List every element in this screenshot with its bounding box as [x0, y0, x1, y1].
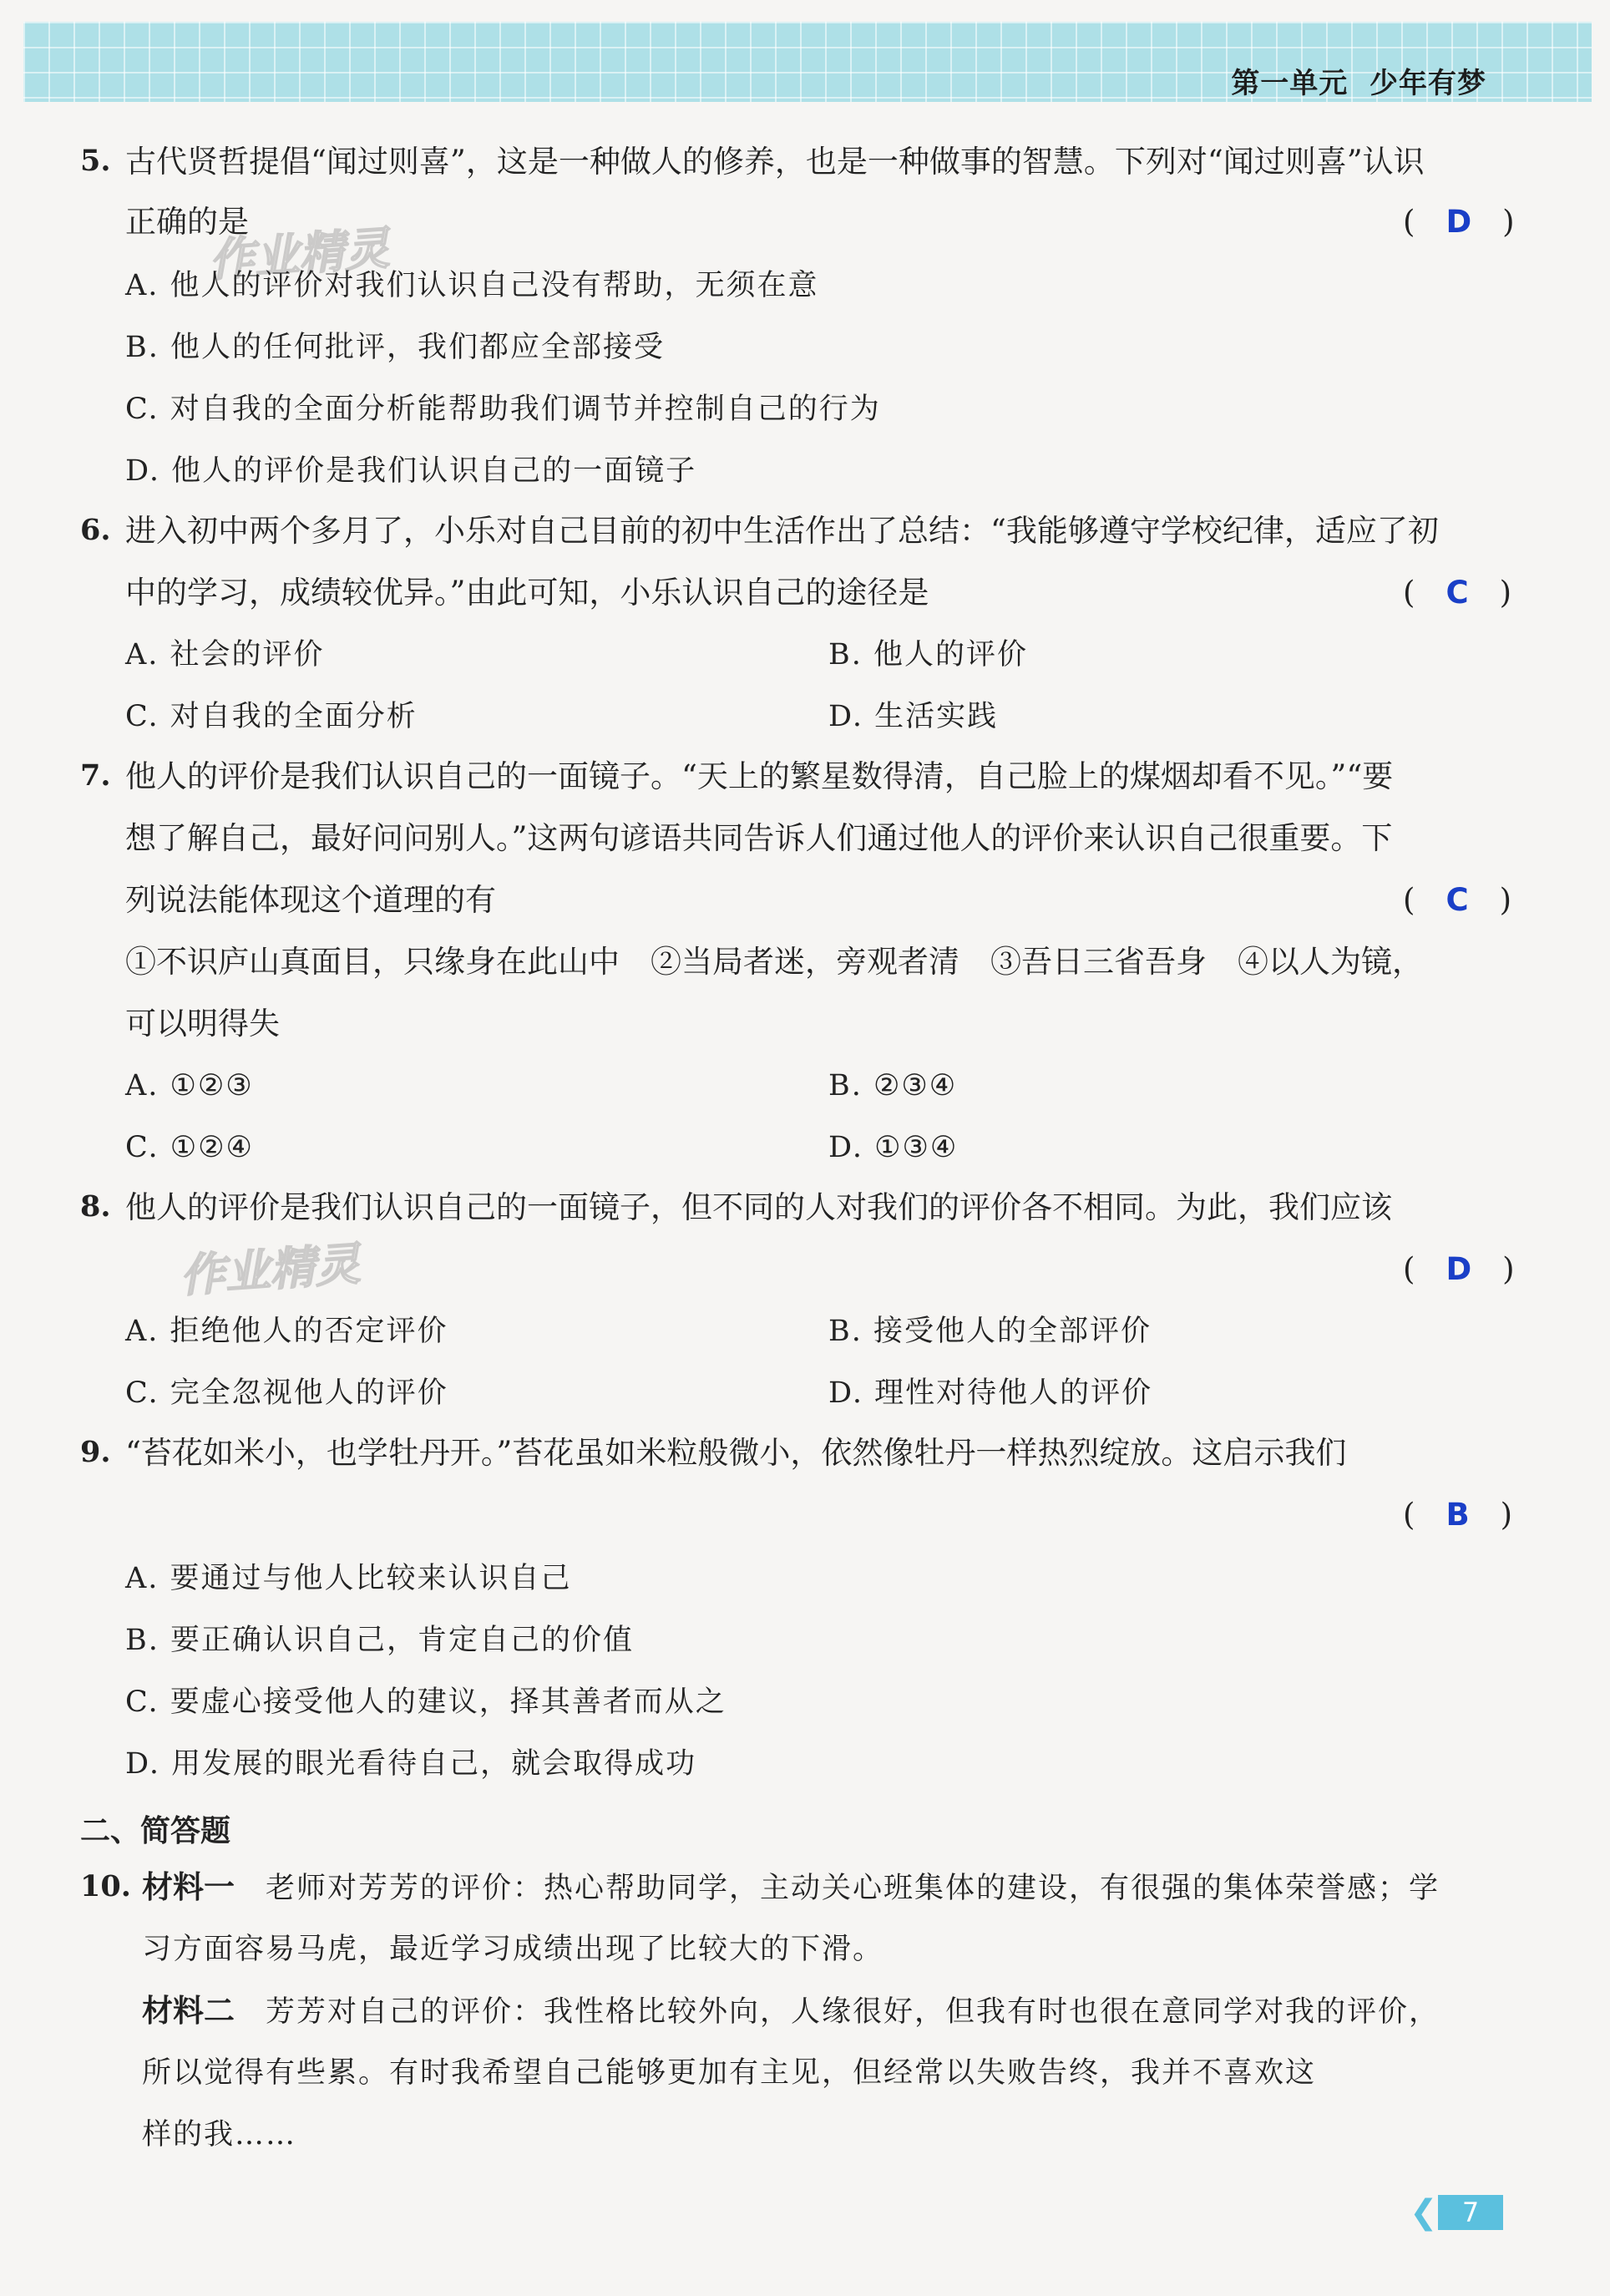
q8-option-d: D. 理性对待他人的评价: [828, 1376, 1153, 1410]
q5-option-b: B. 他人的任何批评，我们都应全部接受: [125, 331, 665, 364]
chevron-left-icon: ❮: [1410, 2193, 1438, 2232]
q7-answer-letter: C: [1445, 882, 1469, 918]
q9-option-a: A. 要通过与他人比较来认识自己: [125, 1562, 572, 1595]
q10-material2-label: 材料二: [142, 1993, 235, 2029]
q7-option-a: A. ①②③: [125, 1069, 254, 1102]
watermark-2: 作业精灵: [178, 1237, 362, 1303]
q9-answer-letter: B: [1445, 1497, 1470, 1533]
unit-title: 第一单元 少年有梦: [1231, 67, 1486, 100]
q10-material2-text: 芳芳对自己的评价：我性格比较外向，人缘很好，但我有时也很在意同学对我的评价，: [266, 1995, 1440, 2029]
q7-option-c: C. ①②④: [125, 1131, 254, 1164]
q10-material1-label: 材料一: [142, 1869, 235, 1905]
q7-stem-line3: 列说法能体现这个道理的有: [125, 882, 496, 918]
q6-number: 6.: [80, 513, 111, 547]
q7-items-line1: ①不识庐山真面目，只缘身在此山中 ②当局者迷，旁观者清 ③吾日三省吾身 ④以人为镜，: [125, 944, 1423, 980]
q10-material1-text: 老师对芳芳的评价：热心帮助同学，主动关心班集体的建设，有很强的集体荣誉感；学: [266, 1872, 1440, 1905]
page-number: 7: [1438, 2195, 1503, 2230]
q8-option-a: A. 拒绝他人的否定评价: [125, 1315, 448, 1348]
q7-items-line2: 可以明得失: [125, 1006, 280, 1042]
q5-stem-line2: 正确的是: [125, 204, 249, 240]
q6-stem-line1: 进入初中两个多月了，小乐对自己目前的初中生活作出了总结：“我能够遵守学校纪律，适应了初: [125, 513, 1439, 549]
q7-number: 7.: [80, 758, 111, 793]
q10-material2-line3: 样的我……: [142, 2118, 297, 2152]
q6-option-a: A. 社会的评价: [125, 638, 325, 672]
q10-material2-line2: 所以觉得有些累。有时我希望自己能够更加有主见，但经常以失败告终，我并不喜欢这: [142, 2056, 1317, 2090]
q6-answer-letter: C: [1445, 575, 1469, 611]
q6-answer: ( C ): [1403, 575, 1512, 611]
q7-option-d: D. ①③④: [828, 1131, 959, 1164]
q5-option-c: C. 对自我的全面分析能帮助我们调节并控制自己的行为: [125, 393, 881, 426]
q7-answer: ( C ): [1403, 882, 1512, 918]
q10-material2-line1: [142, 1991, 1440, 2032]
q5-answer-letter: D: [1445, 204, 1472, 240]
section-heading: 二、简答题: [80, 1814, 231, 1848]
q10-material1-line2: 习方面容易马虎，最近学习成绩出现了比较大的下滑。: [142, 1933, 884, 1966]
q8-answer: ( D ): [1403, 1251, 1515, 1287]
q6-option-b: B. 他人的评价: [828, 638, 1028, 672]
watermark: 作业精灵: [207, 221, 392, 287]
q5-number: 5.: [80, 144, 111, 178]
q6-option-d: D. 生活实践: [828, 700, 999, 733]
q9-option-c: C. 要虚心接受他人的建议，择其善者而从之: [125, 1685, 727, 1719]
q8-stem-line1: 他人的评价是我们认识自己的一面镜子，但不同的人对我们的评价各不相同。为此，我们应该: [125, 1189, 1392, 1225]
q7-stem-line2: 想了解自己，最好问问别人。”这两句谚语共同告诉人们通过他人的评价来认识自己很重要。下: [125, 820, 1393, 856]
q8-answer-letter: D: [1445, 1251, 1472, 1287]
q5-stem-line1: 古代贤哲提倡“闻过则喜”，这是一种做人的修养，也是一种做事的智慧。下列对“闻过则喜”认识: [125, 144, 1425, 180]
q9-stem-line1: “苔花如米小，也学牡丹开。”苔花虽如米粒般微小，依然像牡丹一样热烈绽放。这启示我们: [125, 1435, 1347, 1471]
q5-option-a: A. 他人的评价对我们认识自己没有帮助，无须在意: [125, 269, 819, 302]
q8-number: 8.: [80, 1189, 111, 1224]
q9-option-d: D. 用发展的眼光看待自己，就会取得成功: [125, 1747, 697, 1781]
q9-number: 9.: [80, 1435, 111, 1469]
q10-material1-line1: [142, 1868, 1440, 1908]
q6-option-c: C. 对自我的全面分析: [125, 700, 418, 733]
q5-option-d: D. 他人的评价是我们认识自己的一面镜子: [125, 454, 697, 488]
q5-answer: ( D ): [1403, 204, 1515, 240]
q7-stem-line1: 他人的评价是我们认识自己的一面镜子。“天上的繁星数得清，自己脸上的煤烟却看不见。”“要: [125, 758, 1394, 794]
q10-number: 10.: [80, 1869, 131, 1903]
q8-option-c: C. 完全忽视他人的评价: [125, 1376, 448, 1410]
q9-answer: ( B ): [1403, 1497, 1513, 1533]
q9-option-b: B. 要正确认识自己，肯定自己的价值: [125, 1624, 634, 1657]
q6-stem-line2: 中的学习，成绩较优异。”由此可知，小乐认识自己的途径是: [125, 575, 929, 611]
q8-option-b: B. 接受他人的全部评价: [828, 1315, 1152, 1348]
q7-option-b: B. ②③④: [828, 1069, 958, 1102]
